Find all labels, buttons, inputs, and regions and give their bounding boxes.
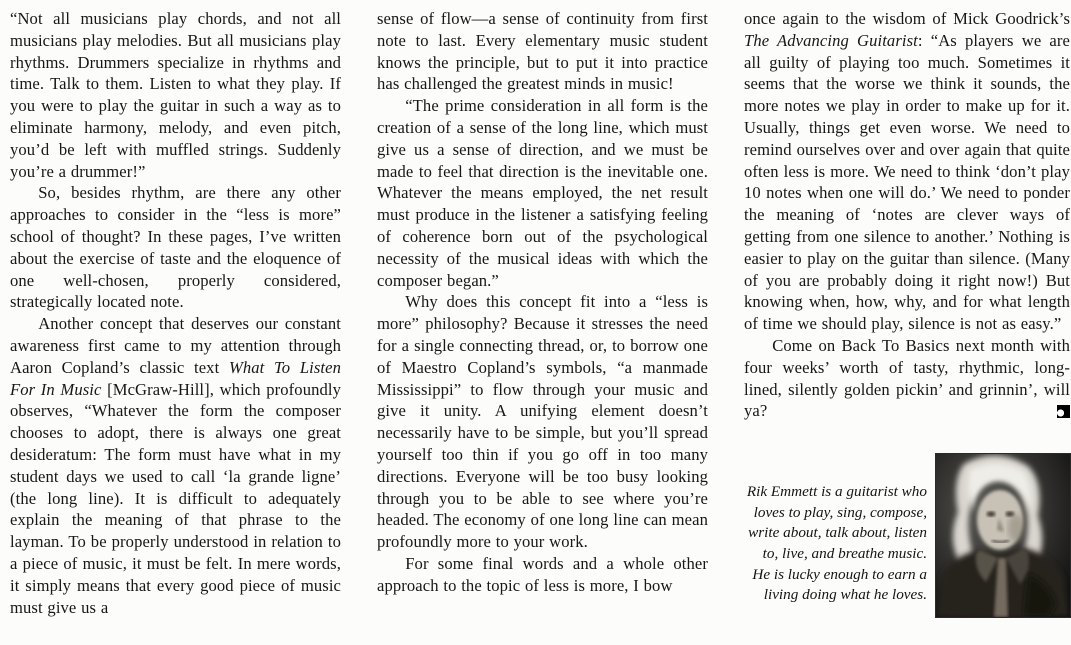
- article-paragraph: [377, 553, 708, 597]
- article-paragraph: [744, 8, 1070, 335]
- body-text-run: Why does this concept fit into a “less is more” philosophy? Because it stresses the need for a single connecting thread, or, to borrow one of Maestro Copland’s symbols, “a manmade Mississippi” to flow through your music and give it unity. A unifying element doesn’t necessarily have to be simple, but you’ll spread yourself too thin if you go off in too many directions. Everyone will be too busy looking through you to be able to see where you’re headed. The economy of one long line can mean profoundly more to your work.: [377, 292, 708, 552]
- author-bio-caption: Rik Emmett is a guitarist who loves to play, sing, compose, write about, talk about, listen to, live, and breathe music. He is lucky enough to earn a living doing what he loves.: [746, 483, 927, 604]
- article-end-icon: [1057, 405, 1070, 418]
- author-bio-row: [744, 454, 1070, 617]
- body-text-run: For some final words and a whole other approach to the topic of less is more, I bow: [377, 553, 708, 595]
- article-paragraph: [377, 95, 708, 291]
- rik-emmett-photo: [936, 454, 1070, 617]
- article-paragraph: [10, 313, 341, 618]
- body-text-run: So, besides rhythm, are there any other approaches to consider in the “less is more” school of thought? In these pages, I’ve written about the exercise of taste and the eloquence of one well-chosen, properly considered, strategically located note.: [10, 183, 341, 312]
- body-text-run: “Not all musicians play chords, and not all musicians play melodies. But all musicians play rhythms. Drummers specialize in rhythms and time. Talk to them. Listen to what they play. If you were to play the guitar in such a way as to eliminate harmony, melody, and even pitch, you’d be left with muffled strings. Suddenly you’re a drummer!”: [10, 9, 341, 181]
- article-paragraph: [377, 291, 708, 553]
- body-text-run: Another concept that deserves our constant awareness first came to my attention through Aaron Copland’s classic text: [10, 314, 341, 377]
- body-text-run: Come on Back To Basics next month with four weeks’ worth of tasty, rhythmic, long-lined, silently golden pickin’ and grinnin’, will ya?: [744, 335, 1070, 421]
- article-column-1: [10, 8, 341, 645]
- body-text-run: once again to the wisdom of Mick Goodrick’s: [744, 9, 1070, 28]
- body-text-run: “The prime consideration in all form is the creation of a sense of the long line, which must give us a sense of direction, and we must be made to feel that direction is the inevitable one. Whatever the means employed, the net result must produce in the listener a satisfying feeling of coherence born out of the psychological necessity of the musical ideas with which the composer began.”: [377, 96, 708, 290]
- book-title-italic-text: The Advancing Guitarist: [744, 30, 918, 50]
- article-column-2: [377, 8, 708, 645]
- book-title-italic-text: What To Listen For In Music: [10, 357, 342, 399]
- article-column-3: [744, 8, 1070, 645]
- article-paragraph: [10, 8, 341, 182]
- article-paragraph: [10, 182, 341, 313]
- body-text-run: : “As players we are all guilty of playing too much. Sometimes it seems that the worse we think it sounds, the more notes we play in order to make up for it. Usually, things get even worse. We need to remind ourselves over and over again that quite often less is more. We need to think ‘don’t play 10 notes when one will do.’ We need to ponder the meaning of ‘notes are clever ways of getting from one silence to another.’ Nothing is easier to play on the guitar than silence. (Many of you are probably doing it right now!) But knowing when, how, why, and for what length of time we should play, silence is not as easy.”: [744, 30, 1070, 334]
- body-text-run: [McGraw-Hill], which profoundly observes, “Whatever the form the composer chooses to adopt, there is always one great desideratum: The form must have what in my student days we used to call ‘la grande ligne’ (the long line). It is difficult to adequately explain the meaning of that phrase to the layman. To be properly understood in relation to a piece of music, it must be felt. In mere words, it simply means that every good piece of music must give us a: [10, 379, 341, 617]
- article-paragraph: [377, 8, 708, 95]
- article-paragraph: [744, 335, 1070, 422]
- body-text-run: sense of flow—a sense of continuity from first note to last. Every elementary music student knows the principle, but to put it into practice has challenged the greatest minds in music!: [377, 9, 708, 94]
